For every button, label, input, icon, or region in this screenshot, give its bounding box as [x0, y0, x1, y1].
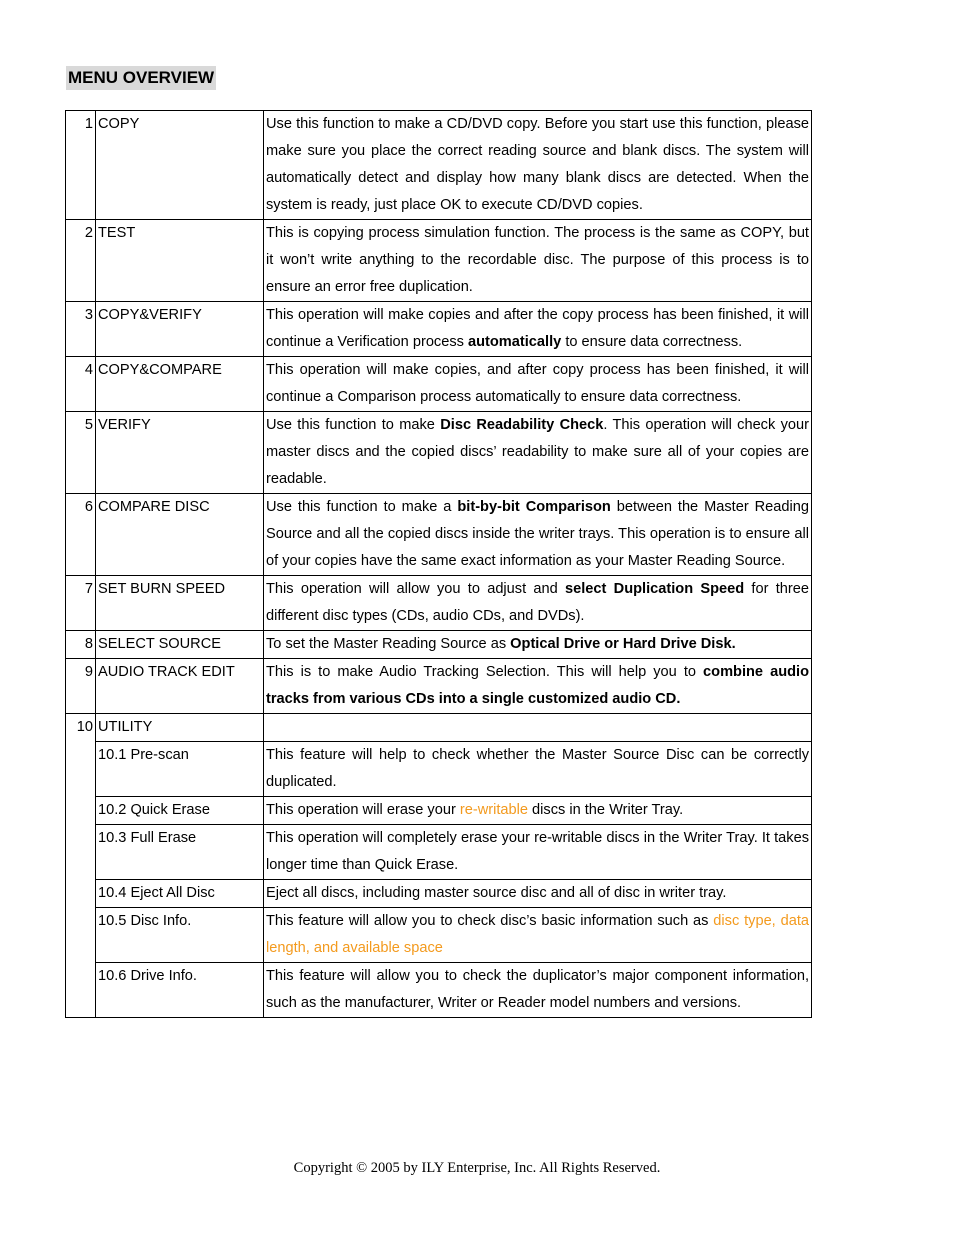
- submenu-item-name: 10.5 Disc Info.: [96, 908, 264, 963]
- menu-item-name: SELECT SOURCE: [96, 631, 264, 659]
- submenu-item-description: This feature will help to check whether the Master Source Disc can be correctly duplicated.: [264, 742, 812, 797]
- table-row: [66, 494, 812, 576]
- table-row: [66, 908, 812, 963]
- row-number: [66, 963, 96, 1018]
- submenu-item-description: This feature will allow you to check disc’s basic information such as disc type, data length, and available space: [264, 908, 812, 963]
- submenu-item-name: 10.3 Full Erase: [96, 825, 264, 880]
- submenu-item-description: This feature will allow you to check the duplicator’s major component information, such as the manufacturer, Writer or Reader model numbers and versions.: [264, 963, 812, 1018]
- page-title: MENU OVERVIEW: [66, 66, 216, 90]
- menu-item-name: UTILITY: [96, 714, 264, 742]
- submenu-item-name: 10.6 Drive Info.: [96, 963, 264, 1018]
- row-number: 2: [66, 220, 96, 302]
- menu-item-name: COPY&VERIFY: [96, 302, 264, 357]
- row-number: 10: [66, 714, 96, 742]
- menu-item-description: This operation will allow you to adjust and select Duplication Speed for three different disc types (CDs, audio CDs, and DVDs).: [264, 576, 812, 631]
- menu-item-name: COMPARE DISC: [96, 494, 264, 576]
- table-row: [66, 357, 812, 412]
- menu-item-name: COPY&COMPARE: [96, 357, 264, 412]
- menu-item-description: Use this function to make a CD/DVD copy. Before you start use this function, please make sure you place the correct reading source and blank discs. The system will automatically detect and display how many blank discs are detected. When the system is ready, just place OK to execute CD/DVD copies.: [264, 111, 812, 220]
- menu-item-description: [264, 714, 812, 742]
- menu-item-name: AUDIO TRACK EDIT: [96, 659, 264, 714]
- row-number: 6: [66, 494, 96, 576]
- menu-item-name: COPY: [96, 111, 264, 220]
- row-number: 1: [66, 111, 96, 220]
- menu-item-description: This is copying process simulation function. The process is the same as COPY, but it won’t write anything to the recordable disc. The purpose of this process is to ensure an error free duplication.: [264, 220, 812, 302]
- menu-item-name: VERIFY: [96, 412, 264, 494]
- submenu-item-name: 10.2 Quick Erase: [96, 797, 264, 825]
- row-number: 7: [66, 576, 96, 631]
- table-row: [66, 111, 812, 220]
- row-number: 3: [66, 302, 96, 357]
- menu-item-description: This is to make Audio Tracking Selection. This will help you to combine audio tracks from various CDs into a single customized audio CD.: [264, 659, 812, 714]
- menu-item-description: This operation will make copies, and after copy process has been finished, it will continue a Comparison process automatically to ensure data correctness.: [264, 357, 812, 412]
- menu-item-description: This operation will make copies and after the copy process has been finished, it will continue a Verification process automatically to ensure data correctness.: [264, 302, 812, 357]
- menu-item-description: Use this function to make Disc Readability Check. This operation will check your master discs and the copied discs’ readability to make sure all of your copies are readable.: [264, 412, 812, 494]
- table-row: [66, 880, 812, 908]
- menu-item-description: Use this function to make a bit-by-bit Comparison between the Master Reading Source and all the copied discs inside the writer trays. This operation is to ensure all of your copies have the same exact information as your Master Reading Source.: [264, 494, 812, 576]
- table-row: [66, 797, 812, 825]
- submenu-item-description: Eject all discs, including master source disc and all of disc in writer tray.: [264, 880, 812, 908]
- row-number: [66, 825, 96, 880]
- table-row: [66, 742, 812, 797]
- submenu-item-description: This operation will completely erase your re-writable discs in the Writer Tray. It takes longer time than Quick Erase.: [264, 825, 812, 880]
- row-number: 5: [66, 412, 96, 494]
- submenu-item-name: 10.4 Eject All Disc: [96, 880, 264, 908]
- menu-item-name: TEST: [96, 220, 264, 302]
- table-row: [66, 714, 812, 742]
- menu-item-name: SET BURN SPEED: [96, 576, 264, 631]
- table-row: [66, 576, 812, 631]
- table-row: [66, 412, 812, 494]
- copyright-footer: Copyright © 2005 by ILY Enterprise, Inc. All Rights Reserved.: [293, 1160, 661, 1176]
- row-number: [66, 797, 96, 825]
- row-number: [66, 880, 96, 908]
- row-number: [66, 908, 96, 963]
- submenu-item-name: 10.1 Pre-scan: [96, 742, 264, 797]
- table-row: [66, 963, 812, 1018]
- submenu-item-description: This operation will erase your re-writable discs in the Writer Tray.: [264, 797, 812, 825]
- table-row: [66, 659, 812, 714]
- row-number: [66, 742, 96, 797]
- menu-overview-table: [65, 110, 812, 1018]
- row-number: 9: [66, 659, 96, 714]
- table-row: [66, 825, 812, 880]
- table-row: [66, 631, 812, 659]
- table-row: [66, 302, 812, 357]
- row-number: 4: [66, 357, 96, 412]
- menu-item-description: To set the Master Reading Source as Optical Drive or Hard Drive Disk.: [264, 631, 812, 659]
- table-row: [66, 220, 812, 302]
- row-number: 8: [66, 631, 96, 659]
